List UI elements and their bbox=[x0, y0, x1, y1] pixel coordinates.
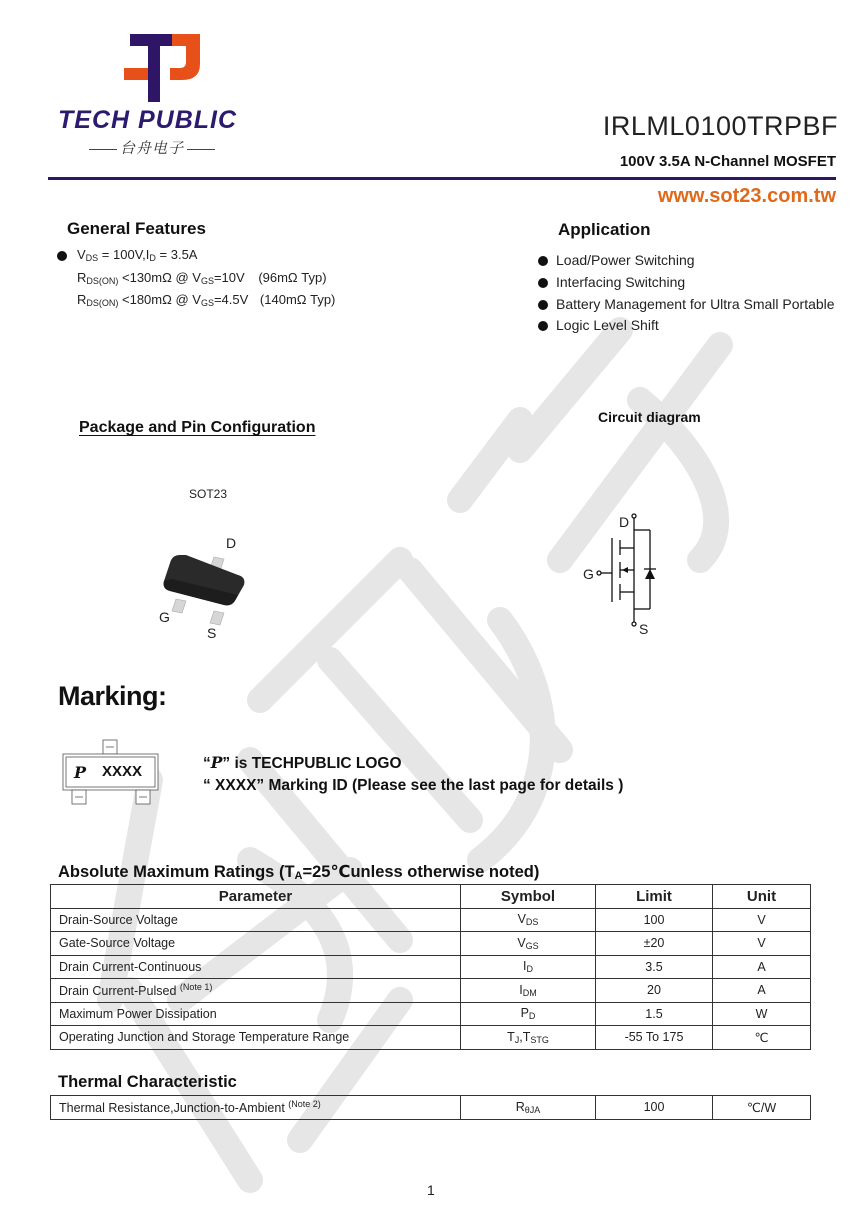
table-row bbox=[51, 908, 811, 932]
package-name: SOT23 bbox=[189, 487, 228, 501]
cell-parameter: Operating Junction and Storage Temperature Range bbox=[51, 1026, 461, 1050]
bullet-icon bbox=[538, 300, 548, 310]
product-subtitle: 100V 3.5A N-Channel MOSFET bbox=[619, 153, 836, 170]
cell-unit: V bbox=[713, 908, 811, 932]
bullet-icon bbox=[57, 251, 67, 261]
header-symbol: Symbol bbox=[461, 885, 596, 909]
application-item: Load/Power Switching bbox=[538, 252, 695, 268]
cell-unit: V bbox=[713, 932, 811, 956]
thermal-table bbox=[50, 1095, 811, 1120]
pin-label-source: S bbox=[207, 625, 217, 641]
circuit-pin-gate: G bbox=[583, 566, 594, 582]
package-title: Package and Pin Configuration bbox=[79, 419, 316, 436]
logo-text: TECH PUBLIC bbox=[58, 106, 238, 134]
cell-parameter: Thermal Resistance,Junction-to-Ambient $^{(Note 2)}$ bbox=[51, 1096, 461, 1120]
cell-unit: ℃ bbox=[713, 1026, 811, 1050]
techpublic-logo-icon bbox=[122, 34, 200, 102]
table-row bbox=[51, 1002, 811, 1026]
table-row bbox=[51, 1096, 811, 1120]
logo-chinese-text: 台舟电子 bbox=[86, 137, 218, 158]
thermal-characteristic-title: Thermal Characteristic bbox=[58, 1073, 237, 1091]
header-parameter: Parameter bbox=[51, 885, 461, 909]
cell-symbol: $V_{DS}$ bbox=[461, 908, 596, 932]
table-row bbox=[51, 955, 811, 979]
website-link[interactable]: www.sot23.com.tw bbox=[657, 185, 836, 207]
page-number: 1 bbox=[427, 1182, 435, 1198]
cell-symbol: $I_{DM}$ bbox=[461, 979, 596, 1003]
header-unit: Unit bbox=[713, 885, 811, 909]
sot23-package-icon bbox=[158, 545, 258, 635]
part-number: IRLML0100TRPBF bbox=[602, 111, 838, 141]
bullet-icon bbox=[538, 278, 548, 288]
cell-unit: W bbox=[713, 1002, 811, 1026]
table-row bbox=[51, 1026, 811, 1050]
general-features-title: General Features bbox=[67, 219, 206, 238]
cell-limit: 3.5 bbox=[596, 955, 713, 979]
feature-line: $R_{DS(ON)} <180m\Omega$ @ $V_{GS}=4.5V$ (140mΩ Typ) bbox=[77, 292, 336, 308]
feature-line: $V_{DS} = 100V,I_D = 3.5A$ bbox=[77, 247, 198, 263]
table-header-row bbox=[51, 885, 811, 909]
pin-label-drain: D bbox=[226, 535, 237, 551]
circuit-pin-source: S bbox=[639, 621, 649, 637]
cell-symbol: $R_{\theta JA}$ bbox=[461, 1096, 596, 1120]
cell-limit: 1.5 bbox=[596, 1002, 713, 1026]
cell-unit: A bbox=[713, 955, 811, 979]
cell-parameter: Drain Current-Continuous bbox=[51, 955, 461, 979]
cell-limit: ±20 bbox=[596, 932, 713, 956]
marking-title: Marking: bbox=[58, 681, 167, 711]
cell-parameter: Drain Current-Pulsed $^{(Note 1)}$ bbox=[51, 979, 461, 1003]
feature-line: $R_{DS(ON)} <130m\Omega$ @ $V_{GS}=10V$ (96mΩ Typ) bbox=[77, 270, 327, 286]
application-title: Application bbox=[558, 220, 651, 239]
application-item: Interfacing Switching bbox=[538, 274, 685, 290]
circuit-diagram-title: Circuit diagram bbox=[598, 409, 701, 425]
table-row bbox=[51, 932, 811, 956]
cell-unit: A bbox=[713, 979, 811, 1003]
cell-parameter: Maximum Power Dissipation bbox=[51, 1002, 461, 1026]
cell-limit: 20 bbox=[596, 979, 713, 1003]
cell-limit: -55 To 175 bbox=[596, 1026, 713, 1050]
absolute-max-ratings-title: Absolute Maximum Ratings ($T_A=25℃unless$ otherwise noted) bbox=[58, 863, 540, 882]
cell-parameter: Drain-Source Voltage bbox=[51, 908, 461, 932]
bullet-icon bbox=[538, 256, 548, 266]
cell-symbol: $I_D$ bbox=[461, 955, 596, 979]
cell-symbol: $P_D$ bbox=[461, 1002, 596, 1026]
cell-limit: 100 bbox=[596, 1096, 713, 1120]
header-divider bbox=[48, 177, 836, 180]
mosfet-schematic-icon bbox=[594, 512, 664, 636]
header-limit: Limit bbox=[596, 885, 713, 909]
cell-unit: ℃/W bbox=[713, 1096, 811, 1120]
application-item: Logic Level Shift bbox=[538, 317, 659, 333]
application-item: Battery Management for Ultra Small Portable bbox=[538, 296, 835, 312]
cell-symbol: $T_J,T_{STG}$ bbox=[461, 1026, 596, 1050]
table-row bbox=[51, 979, 811, 1003]
pin-label-gate: G bbox=[159, 609, 170, 625]
marking-logo-glyph: P bbox=[74, 763, 87, 782]
circuit-pin-drain: D bbox=[619, 514, 630, 530]
cell-symbol: $V_{GS}$ bbox=[461, 932, 596, 956]
absolute-max-ratings-table bbox=[50, 884, 811, 1050]
marking-chip-text: XXXX bbox=[102, 763, 143, 780]
cell-limit: 100 bbox=[596, 908, 713, 932]
bullet-icon bbox=[538, 321, 548, 331]
marking-id-note: “ XXXX” Marking ID (Please see the last page for details ) bbox=[203, 777, 624, 794]
cell-parameter: Gate-Source Voltage bbox=[51, 932, 461, 956]
marking-logo-note: “P” is TECHPUBLIC LOGO bbox=[203, 753, 402, 772]
